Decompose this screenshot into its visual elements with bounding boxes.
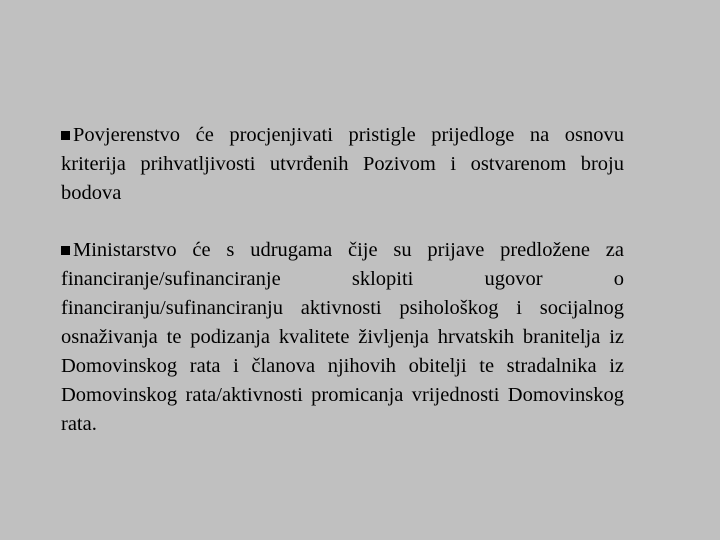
bullet-text-2: Ministarstvo će s udrugama čije su prijave predložene za financiranje/sufinanciranje sklopiti ugovor o financiranju/sufinanciranju aktivnosti psihološkog i socijalnog osnaživanja te podizanja kvalitete življenja hrvatskih branitelja iz Domovinskog rata i članova njihovih obitelji te stradalnika iz Domovinskog rata/aktivnosti promicanja vrijednosti Domovinskog rata. <box>61 239 624 435</box>
square-bullet-icon <box>61 246 70 255</box>
square-bullet-icon <box>61 131 70 140</box>
bullet-text-1: Povjerenstvo će procjenjivati pristigle prijedloge na osnovu kriterija prihvatljivosti utvrđenih Pozivom i ostvarenom broju bodova <box>61 124 624 204</box>
bullet-item-2 <box>61 236 624 439</box>
bullet-item-1 <box>61 121 624 208</box>
